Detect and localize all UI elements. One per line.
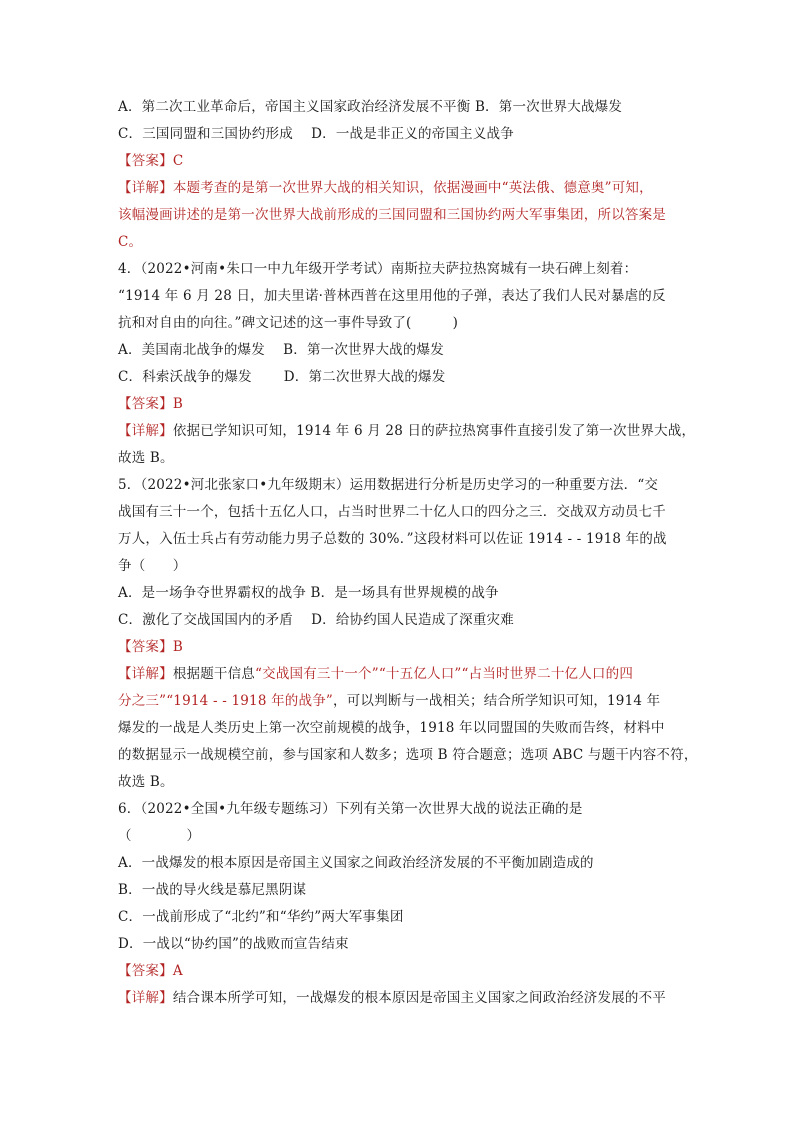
answer-label: 【答案】 xyxy=(118,639,173,655)
explanation-label: 【详解】 xyxy=(118,666,173,682)
q5-explanation-line-3: 爆发的一战是人类历史上第一次空前规模的战争，1918 年以同盟国的失败而告终，材料中 xyxy=(118,720,665,736)
q3-options-cd: C．三国同盟和三国协约形成 D．一战是非正义的帝国主义战争 xyxy=(118,126,514,142)
q5-options-cd: C．激化了交战国国内的矛盾 D．给协约国人民造成了深重灾难 xyxy=(118,612,514,628)
q6-option-b: B．一战的导火线是慕尼黑阴谋 xyxy=(118,882,307,898)
explanation-label: 【详解】 xyxy=(118,990,173,1006)
q5-stem-line-3: 万人，入伍士兵占有劳动能力男子总数的 30%．”这段材料可以佐证 1914 - - 1918 年的战 xyxy=(118,531,667,547)
q4-stem-line-1: 4．（2022•河南•朱口一中九年级开学考试）南斯拉夫萨拉热窝城有一块石碑上刻着： xyxy=(118,261,638,277)
answer-label: 【答案】 xyxy=(118,396,173,412)
q5-stem-line-4: 争（ ） xyxy=(118,558,187,574)
answer-value: A xyxy=(172,963,183,979)
answer-value: B xyxy=(172,639,183,655)
explanation-label: 【详解】 xyxy=(118,180,173,196)
q4-explanation-line-2: 故选 B。 xyxy=(118,450,174,466)
q5-explanation-line-1: 【详解】根据题干信息“交战国有三十一个”“十五亿人口”“占当时世界二十亿人口的四 xyxy=(118,666,634,682)
q4-stem-line-3: 抗和对自由的向往。”碑文记述的这一事件导致了( ) xyxy=(118,315,459,331)
answer-value: C xyxy=(172,153,184,169)
answer-label: 【答案】 xyxy=(118,153,173,169)
q3-explanation-line-1: 【详解】本题考查的是第一次世界大战的相关知识，依据漫画中“英法俄、德意奥”可知， xyxy=(118,180,653,196)
q4-explanation-line-1: 【详解】依据已学知识可知，1914 年 6 月 28 日的萨拉热窝事件直接引发了第一次世界大战， xyxy=(118,423,696,439)
answer-value: B xyxy=(172,396,183,412)
q5-explanation-line-4: 的数据显示一战规模空前，参与国家和人数多；选项 B 符合题意；选项 ABC 与题干内容不符， xyxy=(118,747,698,763)
q4-answer xyxy=(118,391,684,418)
q5-explanation-line-2: 分之三”“1914 - - 1918 年的战争”，可以判断与一战相关；结合所学知识可知，1914 年 xyxy=(118,693,661,709)
q3-explanation-line-3: C。 xyxy=(118,234,143,250)
q3-explanation-line-2: 该幅漫画讲述的是第一次世界大战前形成的三国同盟和三国协约两大军事集团，所以答案是 xyxy=(118,207,666,223)
q4-options-ab: A．美国南北战争的爆发 B．第一次世界大战的爆发 xyxy=(118,342,444,358)
q4-stem-line-2: “1914 年 6 月 28 日，加夫里诺·普林西普在这里用他的子弹，表达了我们人民对暴虐的反 xyxy=(118,288,666,304)
q6-option-d: D．一战以“协约国”的战败而宣告结束 xyxy=(118,936,349,952)
page-content xyxy=(118,94,698,1012)
q6-answer xyxy=(118,958,684,985)
q5-stem-line-2: 战国有三十一个，包括十五亿人口，占当时世界二十亿人口的四分之三．交战双方动员七千 xyxy=(118,504,666,520)
q6-option-c: C．一战前形成了“北约”和“华约”两大军事集团 xyxy=(118,909,404,925)
explanation-label: 【详解】 xyxy=(118,423,173,439)
q4-options-cd: C．科索沃战争的爆发 D．第二次世界大战的爆发 xyxy=(118,369,446,385)
q6-stem-line-1: 6．（2022•全国•九年级专题练习）下列有关第一次世界大战的说法正确的是 xyxy=(118,801,583,817)
q6-option-a: A．一战爆发的根本原因是帝国主义国家之间政治经济发展的不平衡加剧造成的 xyxy=(118,855,594,871)
q5-stem-line-1: 5．（2022•河北张家口•九年级期末）运用数据进行分析是历史学习的一种重要方法．“交 xyxy=(118,477,659,493)
q5-explanation-line-5: 故选 B。 xyxy=(118,774,174,790)
q3-answer xyxy=(118,148,684,175)
q6-explanation-line-1: 【详解】结合课本所学可知，一战爆发的根本原因是帝国主义国家之间政治经济发展的不平 xyxy=(118,990,667,1006)
q5-answer xyxy=(118,634,684,661)
q3-options-ab: A．第二次工业革命后，帝国主义国家政治经济发展不平衡 B．第一次世界大战爆发 xyxy=(118,99,623,115)
answer-label: 【答案】 xyxy=(118,963,173,979)
q6-stem-line-2: （ ） xyxy=(118,828,201,844)
q5-options-ab: A．是一场争夺世界霸权的战争 B．是一场具有世界规模的战争 xyxy=(118,585,499,601)
